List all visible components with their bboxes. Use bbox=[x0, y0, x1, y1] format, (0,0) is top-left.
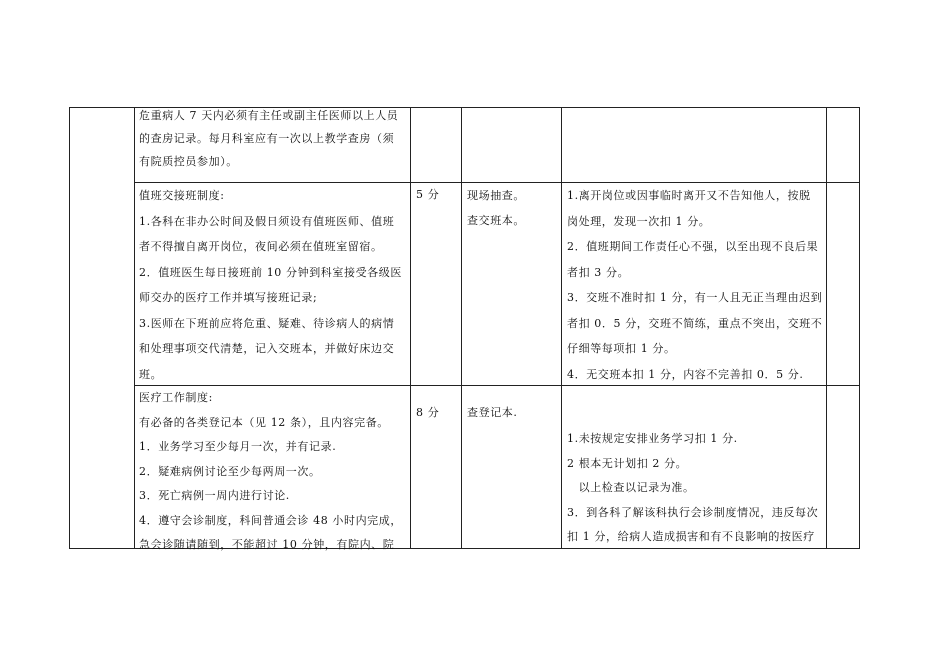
row2-content-line: 和处理事项交代清楚，记入交班本，并做好床边交 bbox=[139, 342, 395, 355]
row1-content-line: 的查房记录。每月科室应有一次以上教学查房（须 bbox=[139, 132, 395, 145]
row1-content-cell bbox=[139, 104, 398, 173]
row3-deduction-line: 2 根本无计划扣 2 分。 bbox=[567, 456, 688, 470]
column-divider-5 bbox=[826, 107, 827, 549]
row2-deduction-line: 岗处理，发现一次扣 1 分。 bbox=[567, 214, 711, 228]
row2-deduction-line: 3．交班不准时扣 1 分，有一人且无正当理由迟到 bbox=[567, 291, 823, 304]
row2-method-cell bbox=[467, 183, 525, 233]
row2-method-line: 查交班本。 bbox=[467, 214, 525, 227]
row3-content-line: 急会诊随请随到，不能超过 10 分钟，有院内、院 bbox=[139, 538, 395, 551]
row2-method-line: 现场抽查。 bbox=[467, 189, 525, 202]
row3-deduction-line: 以上检查以记录为准。 bbox=[567, 481, 695, 494]
row3-deduction-cell bbox=[567, 427, 818, 550]
row3-content-line: 有必备的各类登记本（见 12 条），且内容完备。 bbox=[139, 415, 389, 429]
row2-deduction-line: 2．值班期间工作责任心不强，以至出现不良后果 bbox=[567, 240, 819, 253]
column-divider-2 bbox=[410, 107, 411, 549]
row3-content-line: 3．死亡病例一周内进行讨论. bbox=[139, 489, 290, 502]
row2-deduction-line: 4．无交班本扣 1 分，内容不完善扣 0．5 分. bbox=[567, 367, 804, 381]
row3-content-line: 2．疑难病例讨论至少每两周一次。 bbox=[139, 464, 321, 478]
row2-content-line: 师交办的医疗工作并填写接班记录; bbox=[139, 291, 318, 304]
row3-method-cell bbox=[467, 401, 518, 424]
row1-content-line: 有院质控员参加）。 bbox=[139, 155, 238, 168]
row3-content-line: 1．业务学习至少每月一次，并有记录. bbox=[139, 440, 337, 453]
row2-score-cell bbox=[416, 183, 439, 206]
row2-deduction-line: 者扣 3 分。 bbox=[567, 265, 630, 279]
row3-deduction-line: 1.未按规定安排业务学习扣 1 分. bbox=[567, 432, 738, 445]
column-divider-1 bbox=[134, 107, 135, 549]
row2-content-line: 值班交接班制度: bbox=[139, 189, 225, 202]
row3-score-cell bbox=[416, 401, 439, 424]
column-divider-4 bbox=[561, 107, 562, 549]
row2-content-line: 班。 bbox=[139, 367, 163, 381]
row2-content-cell bbox=[139, 183, 402, 387]
row2-deduction-line: 仔细等每项扣 1 分。 bbox=[567, 342, 676, 355]
row3-content-line: 4．遵守会诊制度，科间普通会诊 48 小时内完成， bbox=[139, 513, 402, 527]
row1-content-line: 危重病人 7 天内必须有主任或副主任医师以上人员 bbox=[139, 109, 399, 122]
row3-deduction-line: 3．到各科了解该科执行会诊制度情况，违反每次 bbox=[567, 505, 819, 519]
row3-method-line: 查登记本. bbox=[467, 406, 518, 419]
row2-content-line: 1.各科在非办公时间及假日须设有值班医师、值班 bbox=[139, 214, 395, 228]
row2-deduction-cell bbox=[567, 183, 822, 387]
row3-content-cell bbox=[139, 386, 402, 558]
row3-deduction-line: 扣 1 分，给病人造成损害和有不良影响的按医疗 bbox=[567, 530, 815, 543]
column-divider-3 bbox=[461, 107, 462, 549]
row2-content-line: 者不得擅自离开岗位，夜间必须在值班室留宿。 bbox=[139, 240, 383, 253]
row2-content-line: 3.医师在下班前应将危重、疑难、待诊病人的病情 bbox=[139, 316, 395, 330]
row2-deduction-line: 者扣 0．5 分，交班不简练，重点不突出，交班不 bbox=[567, 316, 823, 330]
row2-score: 5 分 bbox=[416, 188, 440, 201]
row3-score: 8 分 bbox=[416, 406, 440, 419]
row2-deduction-line: 1.离开岗位或因事临时离开又不告知他人，按脱 bbox=[567, 189, 811, 202]
row3-content-line: 医疗工作制度: bbox=[139, 391, 213, 404]
row2-content-line: 2．值班医生每日接班前 10 分钟到科室接受各级医 bbox=[139, 265, 402, 279]
